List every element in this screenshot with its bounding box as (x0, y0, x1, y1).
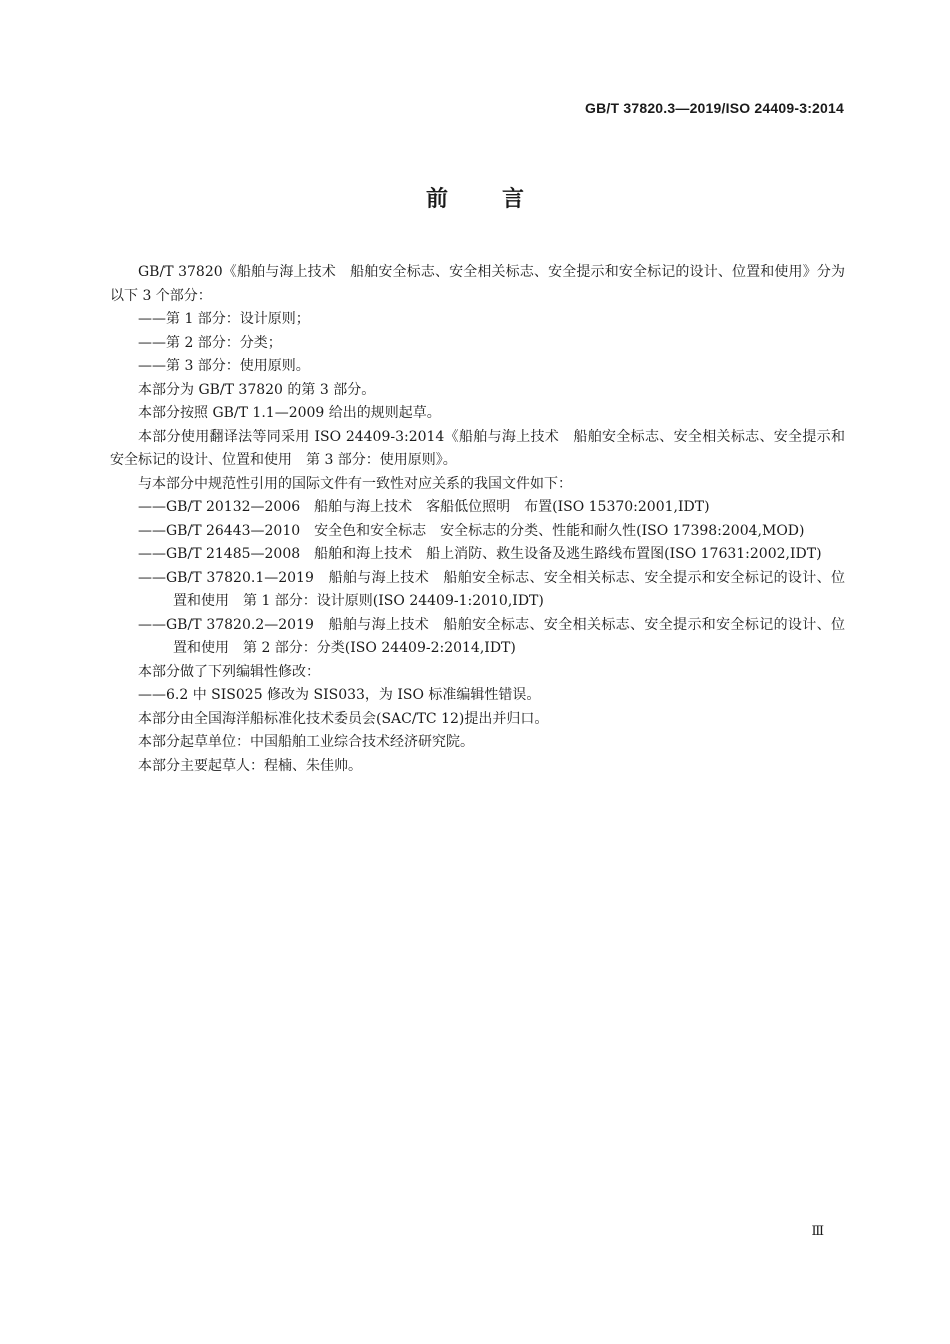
paragraph-editorial-changes: 本部分做了下列编辑性修改： (138, 663, 320, 680)
paragraph-drafting-rules: 本部分按照 GB/T 1.1—2009 给出的规则起草。 (138, 405, 441, 421)
list-item-ref-37820-1: ——GB/T 37820.1—2019 船舶与海上技术 船舶安全标志、安全相关标志、安全提示和安全标记的设计、位置和使用 第 1 部分：设计原则(ISO 24409-1:2010,IDT) (138, 569, 845, 609)
list-item-part-1: ——第 1 部分：设计原则； (138, 311, 310, 327)
paragraph-part-statement: 本部分为 GB/T 37820 的第 3 部分。 (138, 381, 376, 398)
paragraph-drafting-unit: 本部分起草单位：中国船舶工业综合技术经济研究院。 (138, 734, 474, 750)
list-item-editorial-change: ——6.2 中 SIS025 修改为 SIS033，为 ISO 标准编辑性错误。 (138, 687, 541, 703)
page-number: Ⅲ (811, 1224, 824, 1239)
paragraph-proposed-by: 本部分由全国海洋船标准化技术委员会(SAC/TC 12)提出并归口。 (138, 710, 549, 727)
list-item-ref-26443: ——GB/T 26443—2010 安全色和安全标志 安全标志的分类、性能和耐久性(ISO 17398:2004,MOD) (138, 522, 805, 539)
list-item-ref-37820-2: ——GB/T 37820.2—2019 船舶与海上技术 船舶安全标志、安全相关标志、安全提示和安全标记的设计、位置和使用 第 2 部分：分类(ISO 24409-2:2014,IDT) (138, 616, 845, 656)
page-title: 前言 (425, 187, 578, 212)
standard-code-header: GB/T 37820.3—2019/ISO 24409-3:2014 (585, 100, 844, 116)
list-item-part-2: ——第 2 部分：分类； (138, 334, 282, 351)
paragraph-adoption: 本部分使用翻译法等同采用 ISO 24409-3:2014《船舶与海上技术 船舶安全标志、安全相关标志、安全提示和安全标记的设计、位置和使用 第 3 部分：使用原则》。 (110, 428, 845, 468)
list-item-ref-20132: ——GB/T 20132—2006 船舶与海上技术 客船低位照明 布置(ISO 15370:2001,IDT) (138, 499, 710, 515)
paragraph-normative-refs: 与本部分中规范性引用的国际文件有一致性对应关系的我国文件如下： (138, 475, 572, 492)
paragraph-intro: GB/T 37820《船舶与海上技术 船舶安全标志、安全相关标志、安全提示和安全标记的设计、位置和使用》分为以下 3 个部分： (110, 264, 845, 304)
list-item-part-3: ——第 3 部分：使用原则。 (138, 358, 310, 374)
list-item-ref-21485: ——GB/T 21485—2008 船舶和海上技术 船上消防、救生设备及逃生路线布置图(ISO 17631:2002,IDT) (138, 546, 822, 562)
document-body (110, 261, 845, 778)
paragraph-drafters: 本部分主要起草人：程楠、朱佳帅。 (138, 757, 362, 774)
